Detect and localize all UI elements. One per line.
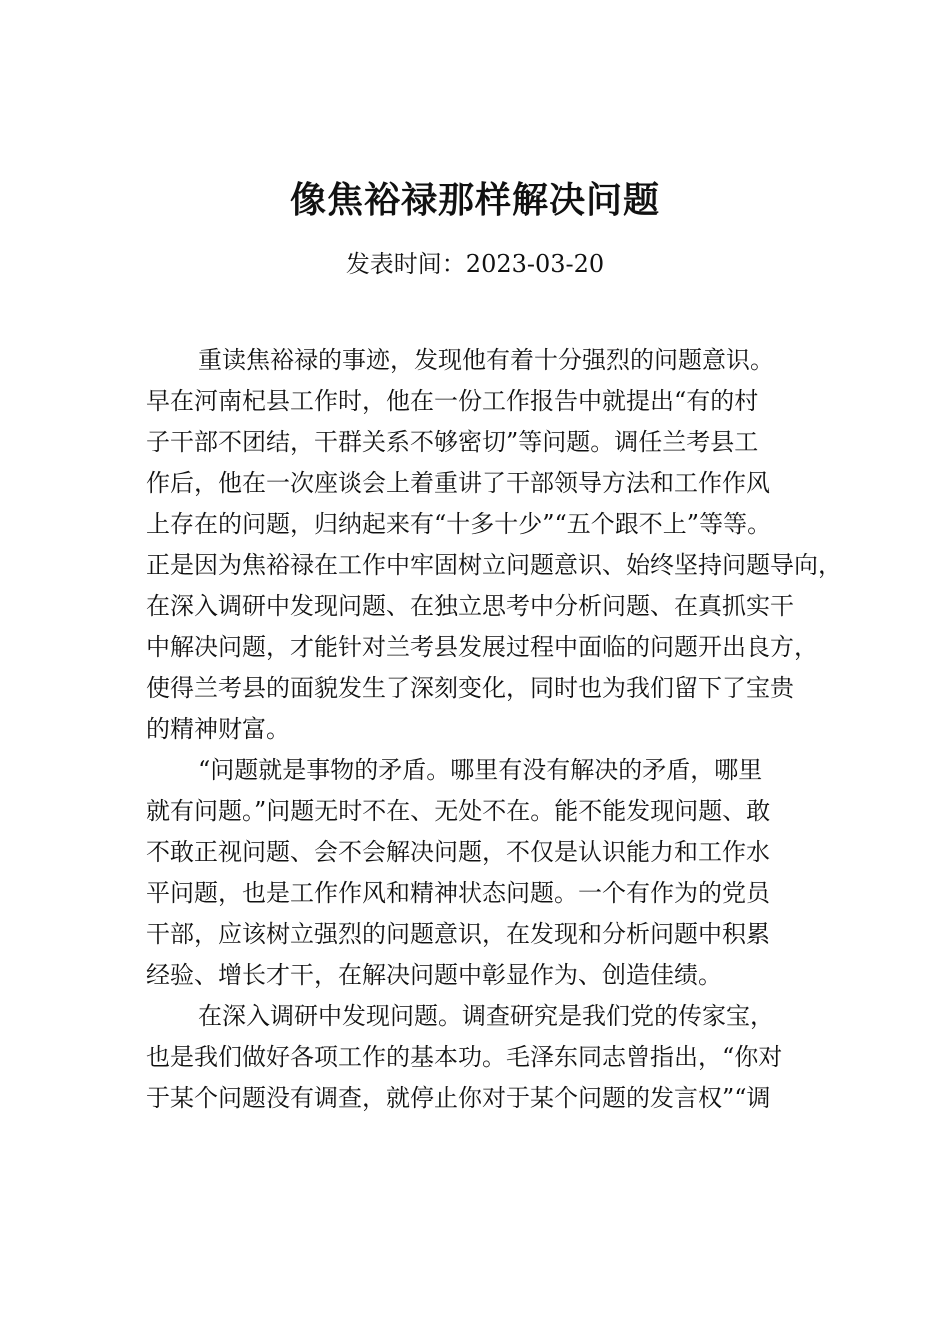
text-line: “问题就是事物的矛盾。哪里有没有解决的矛盾，哪里 xyxy=(198,756,763,784)
text-line: 平问题，也是工作作风和精神状态问题。一个有作为的党员 xyxy=(146,879,770,907)
article-body xyxy=(146,340,846,1119)
text-line: 使得兰考县的面貌发生了深刻变化，同时也为我们留下了宝贵 xyxy=(146,674,794,702)
article-title: 像焦裕禄那样解决问题 xyxy=(289,179,660,221)
text-line: 就有问题。”问题无时不在、无处不在。能不能发现问题、敢 xyxy=(146,797,771,825)
publish-date: 发表时间：2023-03-20 xyxy=(345,250,605,278)
text-line: 重读焦裕禄的事迹，发现他有着十分强烈的问题意识。 xyxy=(198,346,774,374)
text-line: 于某个问题没有调查，就停止你对于某个问题的发言权”“调 xyxy=(146,1084,771,1112)
text-line: 在深入调研中发现问题。调查研究是我们党的传家宝， xyxy=(198,1002,774,1030)
text-line: 经验、增长才干，在解决问题中彰显作为、创造佳绩。 xyxy=(146,961,722,989)
text-line: 子干部不团结，干群关系不够密切”等问题。调任兰考县工 xyxy=(146,428,759,456)
text-line: 中解决问题，才能针对兰考县发展过程中面临的问题开出良方， xyxy=(146,633,818,661)
paragraph-1 xyxy=(146,340,846,750)
paragraph-3 xyxy=(146,996,846,1119)
text-line: 正是因为焦裕禄在工作中牢固树立问题意识、始终坚持问题导向， xyxy=(146,551,842,579)
text-line: 在深入调研中发现问题、在独立思考中分析问题、在真抓实干 xyxy=(146,592,794,620)
text-line: 上存在的问题，归纳起来有“十多十少”“五个跟不上”等等。 xyxy=(146,510,772,538)
text-line: 不敢正视问题、会不会解决问题，不仅是认识能力和工作水 xyxy=(146,838,770,866)
text-line: 也是我们做好各项工作的基本功。毛泽东同志曾指出，“你对 xyxy=(146,1043,783,1071)
text-line: 早在河南杞县工作时，他在一份工作报告中就提出“有的村 xyxy=(146,387,759,415)
text-line: 干部，应该树立强烈的问题意识，在发现和分析问题中积累 xyxy=(146,920,770,948)
text-line: 的精神财富。 xyxy=(146,715,290,743)
text-line: 作后，他在一次座谈会上着重讲了干部领导方法和工作作风 xyxy=(146,469,770,497)
paragraph-2 xyxy=(146,750,846,996)
